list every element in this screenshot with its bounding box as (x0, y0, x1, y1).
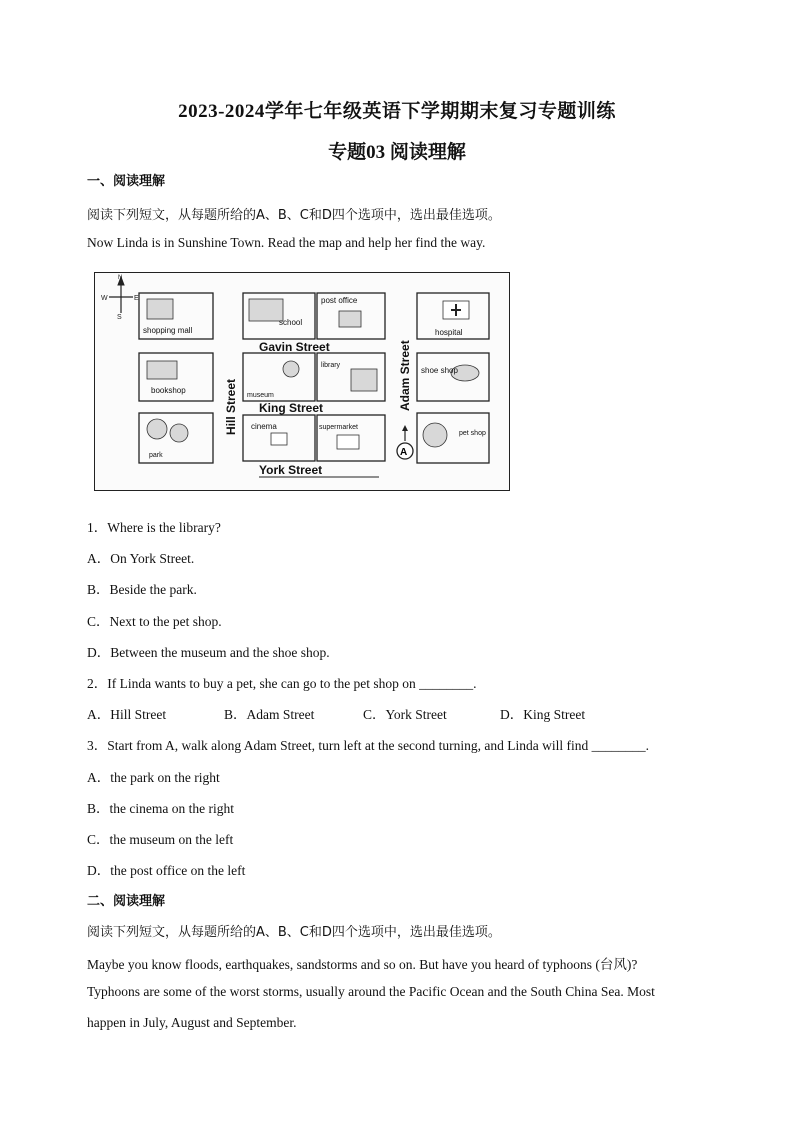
question-3-option-d: D．the post office on the left (87, 863, 246, 878)
question-1-stem: 1．Where is the library? (87, 520, 221, 535)
question-2-option-c: C．York Street (363, 707, 447, 722)
start-marker-label: A (400, 447, 408, 458)
label-museum: museum (247, 392, 274, 399)
shopping-bags-icon (147, 299, 173, 319)
question-3-stem: 3．Start from A, walk along Adam Street, turn left at the second turning, and Linda will find ________. (87, 738, 650, 753)
shelf-icon (351, 369, 377, 391)
question-2-option-a: A．Hill Street (87, 707, 167, 722)
cart-icon (337, 435, 359, 449)
question-1-option-d: D．Between the museum and the shoe shop. (87, 645, 330, 660)
tree-icon (147, 419, 167, 439)
post-box-icon (339, 311, 361, 327)
compass-w: W (101, 295, 108, 302)
passage-line-2: Typhoons are some of the worst storms, usually around the Pacific Ocean and the South China Sea. Most (87, 984, 655, 999)
compass-s: S (117, 314, 122, 321)
label-post-office: post office (321, 296, 358, 305)
section1-heading: 一、阅读理解 (87, 174, 166, 189)
street-hill: Hill Street (224, 378, 238, 435)
label-bookshop: bookshop (151, 386, 186, 395)
section2-heading: 二、阅读理解 (87, 894, 166, 909)
label-hospital: hospital (435, 328, 463, 337)
statue-icon (283, 361, 299, 377)
question-2-option-b: B．Adam Street (224, 707, 315, 722)
document-title: 2023-2024学年七年级英语下学期期末复习专题训练 (178, 101, 616, 122)
question-1-option-c: C．Next to the pet shop. (87, 614, 222, 629)
question-3-option-b: B．the cinema on the right (87, 801, 234, 816)
label-park: park (149, 452, 163, 459)
label-pet-shop: pet shop (459, 430, 486, 437)
cat-icon (423, 423, 447, 447)
start-marker (397, 425, 413, 459)
street-king: King Street (259, 401, 324, 415)
street-map-drawing (95, 273, 509, 490)
books-icon (147, 361, 177, 379)
question-3-option-c: C．the museum on the left (87, 832, 234, 847)
question-1-option-b: B．Beside the park. (87, 582, 197, 597)
question-3-option-a: A．the park on the right (87, 770, 220, 785)
label-supermarket: supermarket (319, 424, 358, 431)
compass-icon (101, 275, 139, 321)
question-2-stem: 2．If Linda wants to buy a pet, she can go to the pet shop on ________. (87, 676, 477, 691)
section1-instruction: 阅读下列短文，从每题所给的A、B、C和D四个选项中，选出最佳选项。 (87, 208, 501, 223)
question-1-option-a: A．On York Street. (87, 551, 195, 566)
label-cinema: cinema (251, 422, 277, 431)
section1-intro: Now Linda is in Sunshine Town. Read the map and help her find the way. (87, 235, 486, 250)
passage-line-3: happen in July, August and September. (87, 1015, 297, 1030)
label-school: school (279, 318, 303, 327)
street-york: York Street (259, 463, 323, 477)
tree-icon-2 (170, 424, 188, 442)
street-adam: Adam Street (398, 340, 412, 411)
document-subtitle: 专题03 阅读理解 (328, 142, 466, 163)
street-map (94, 272, 510, 491)
film-icon (271, 433, 287, 445)
section2-instruction: 阅读下列短文，从每题所给的A、B、C和D四个选项中，选出最佳选项。 (87, 925, 501, 940)
street-gavin: Gavin Street (259, 340, 330, 354)
school-building-icon (249, 299, 283, 321)
compass-n: N (118, 275, 123, 281)
question-2-option-d: D．King Street (500, 707, 586, 722)
label-shopping-mall: shopping mall (143, 326, 193, 335)
question-2-options (87, 703, 585, 723)
passage-line-1: Maybe you know floods, earthquakes, sandstorms and so on. But have you heard of typhoons (台风)? (87, 957, 638, 972)
label-shoe-shop: shoe shop (421, 366, 458, 375)
label-library: library (321, 362, 341, 369)
compass-e: E (134, 295, 139, 302)
